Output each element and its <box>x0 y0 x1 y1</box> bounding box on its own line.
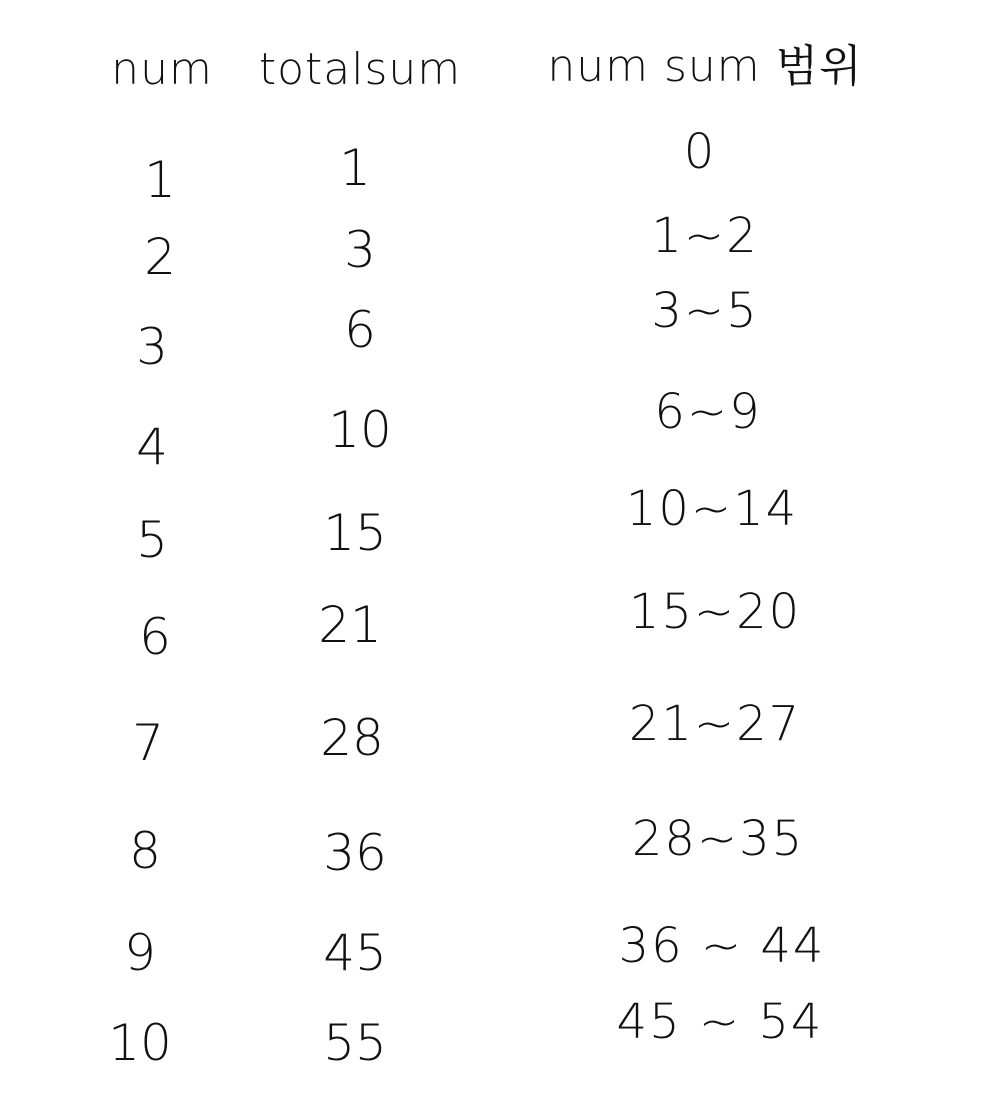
header-totalsum: totalsum <box>258 44 462 95</box>
totalsum-cell: 36 <box>323 824 387 882</box>
num-cell: 10 <box>108 1014 172 1072</box>
range-cell: 28~35 <box>631 811 805 867</box>
range-cell: 6~9 <box>654 384 762 440</box>
range-cell: 3~5 <box>651 283 759 339</box>
header-num: num <box>111 44 213 95</box>
num-cell: 1 <box>144 151 176 209</box>
totalsum-cell: 1 <box>339 139 371 197</box>
num-cell: 7 <box>132 714 164 772</box>
totalsum-cell: 21 <box>318 596 382 654</box>
totalsum-cell: 3 <box>344 221 376 279</box>
totalsum-cell: 10 <box>328 401 392 459</box>
num-cell: 4 <box>136 418 168 476</box>
range-cell: 1~2 <box>651 208 759 264</box>
range-cell: 0 <box>683 124 717 180</box>
totalsum-cell: 28 <box>320 709 384 767</box>
totalsum-cell: 45 <box>323 924 387 982</box>
num-cell: 5 <box>136 511 168 569</box>
num-cell: 9 <box>124 924 156 982</box>
totalsum-cell: 15 <box>323 504 387 562</box>
num-cell: 2 <box>144 228 176 286</box>
num-cell: 6 <box>139 608 171 666</box>
header-range: num sum 범위 <box>547 41 863 92</box>
range-cell: 21~27 <box>628 696 802 752</box>
num-cell: 3 <box>136 318 168 376</box>
range-cell: 45 ~ 54 <box>616 994 824 1050</box>
totalsum-cell: 55 <box>323 1014 387 1072</box>
totalsum-cell: 6 <box>344 301 376 359</box>
range-cell: 36 ~ 44 <box>618 918 826 974</box>
range-cell: 15~20 <box>628 584 802 640</box>
range-cell: 10~14 <box>625 481 799 537</box>
num-cell: 8 <box>129 822 161 880</box>
